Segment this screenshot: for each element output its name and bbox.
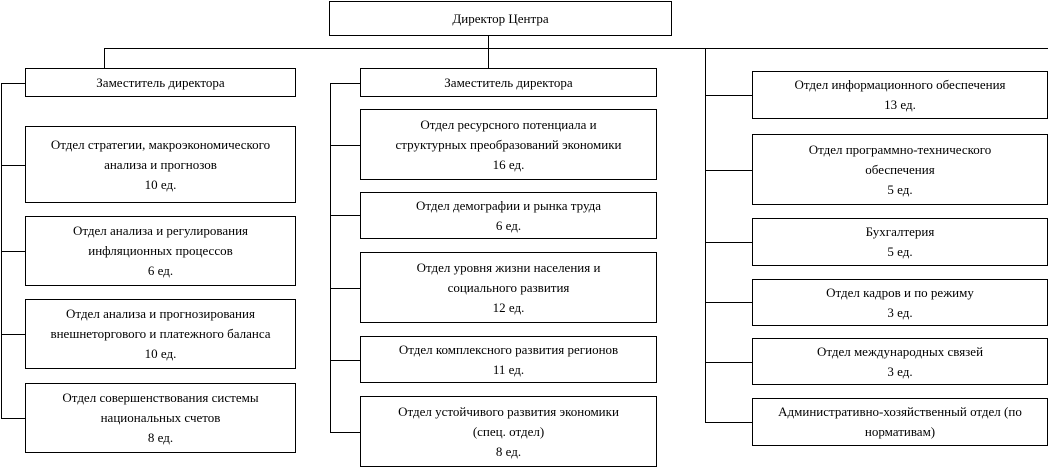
right-unit-5 bbox=[752, 338, 1048, 385]
unit-line: Отдел демографии и рынка труда bbox=[415, 197, 602, 213]
right-unit-3 bbox=[752, 218, 1048, 266]
right-unit-1 bbox=[752, 71, 1048, 119]
unit-line: Отдел комплексного развития регионов bbox=[398, 341, 619, 357]
unit-line: Отдел информационного обеспечения bbox=[794, 77, 1006, 92]
unit-line: Отдел устойчивого развития экономики bbox=[398, 403, 619, 419]
unit-line: обеспечения bbox=[865, 161, 935, 177]
unit-line: нормативам) bbox=[864, 424, 936, 439]
left-deputy-box bbox=[25, 68, 296, 97]
director-box bbox=[329, 1, 672, 36]
unit-line: инфляционных процессов bbox=[88, 243, 233, 258]
unit-line: анализа и прогнозов bbox=[104, 156, 217, 172]
unit-staff: 5 ед. bbox=[887, 244, 913, 259]
unit-staff: 3 ед. bbox=[887, 363, 913, 379]
middle-unit-4 bbox=[360, 336, 657, 383]
unit-staff: 3 ед. bbox=[887, 304, 913, 320]
director-title: Директор Центра bbox=[452, 10, 549, 26]
unit-line: (спец. отдел) bbox=[472, 423, 545, 439]
unit-staff: 6 ед. bbox=[147, 263, 174, 278]
left-deputy-title: Заместитель директора bbox=[96, 74, 225, 90]
unit-line: Отдел ресурсного потенциала и bbox=[420, 116, 597, 132]
unit-line: Отдел программно-технического bbox=[808, 141, 992, 157]
middle-unit-5 bbox=[360, 396, 657, 467]
unit-line: Отдел кадров и по режиму bbox=[826, 284, 974, 300]
unit-staff: 10 ед. bbox=[144, 346, 177, 361]
left-unit-1 bbox=[25, 126, 296, 203]
unit-staff: 6 ед. bbox=[495, 217, 522, 233]
right-unit-4 bbox=[752, 279, 1048, 326]
unit-line: Отдел международных связей bbox=[816, 343, 984, 359]
middle-unit-3 bbox=[360, 252, 657, 323]
unit-line: структурных преобразований экономики bbox=[395, 136, 622, 152]
left-unit-3 bbox=[25, 299, 296, 369]
unit-staff: 12 ед. bbox=[492, 299, 525, 315]
unit-line: Отдел уровня жизни населения и bbox=[416, 259, 601, 275]
unit-line: социального развития bbox=[447, 279, 570, 295]
unit-line: Отдел анализа и прогнозирования bbox=[66, 306, 255, 321]
unit-staff: 5 ед. bbox=[887, 181, 913, 197]
middle-unit-2 bbox=[360, 192, 657, 239]
unit-line: Бухгалтерия bbox=[865, 224, 935, 239]
left-unit-2 bbox=[25, 216, 296, 286]
unit-line: Отдел стратегии, макроэкономического bbox=[50, 136, 271, 152]
unit-staff: 16 ед. bbox=[492, 156, 525, 172]
unit-line: Административно-хозяйственный отдел (по bbox=[778, 404, 1022, 419]
unit-staff: 8 ед. bbox=[147, 430, 174, 445]
unit-staff: 11 ед. bbox=[492, 361, 525, 377]
right-unit-6 bbox=[752, 398, 1048, 446]
middle-deputy-box bbox=[360, 68, 657, 97]
right-unit-2 bbox=[752, 134, 1048, 205]
unit-line: национальных счетов bbox=[100, 410, 221, 425]
middle-deputy-title: Заместитель директора bbox=[444, 74, 573, 90]
unit-line: Отдел совершенствования системы bbox=[62, 390, 259, 405]
middle-unit-1 bbox=[360, 109, 657, 180]
unit-line: Отдел анализа и регулирования bbox=[72, 223, 249, 238]
left-unit-4 bbox=[25, 383, 296, 453]
unit-staff: 13 ед. bbox=[884, 97, 916, 112]
unit-line: внешнеторгового и платежного баланса bbox=[50, 326, 271, 341]
unit-staff: 10 ед. bbox=[144, 176, 177, 192]
unit-staff: 8 ед. bbox=[495, 443, 522, 459]
